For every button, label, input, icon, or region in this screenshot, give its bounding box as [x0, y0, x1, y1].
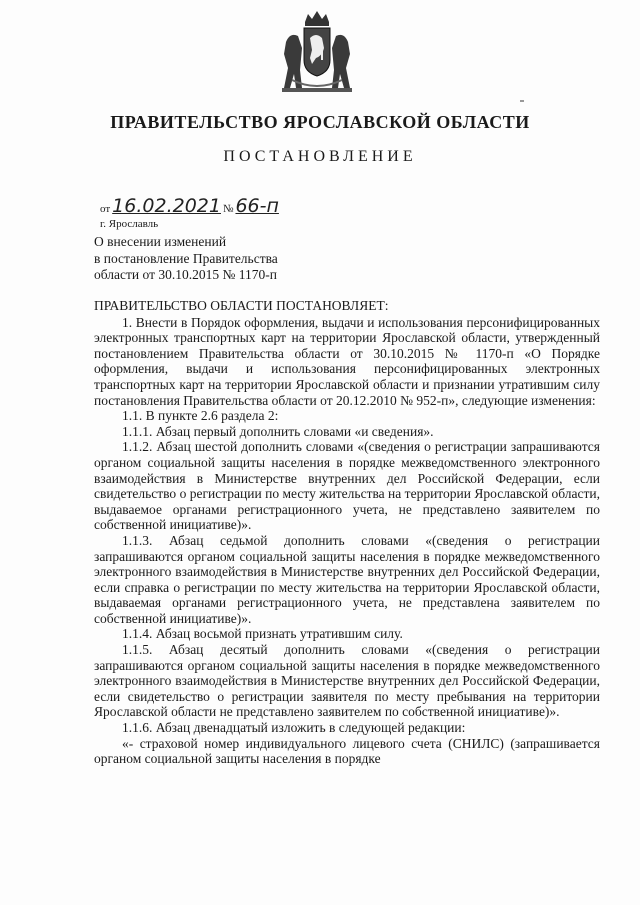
body-heading: ПРАВИТЕЛЬСТВО ОБЛАСТИ ПОСТАНОВЛЯЕТ: [94, 298, 389, 313]
body-paragraph: 1.1.4. Абзац восьмой признать утратившим силу. [122, 626, 403, 642]
document-body [94, 298, 600, 767]
body-paragraph: 1.1.5. Абзац десятый дополнить словами «(сведения о регистрации запрашиваются органом социальной защиты населения в порядке межведомственного электронного взаимодействия в Министерстве внутренних дел Российской Федерации, если свидетельство о регистрации заявителя по месту пребывания на территории Ярославской области не представлено заявителем по собственной инициативе)». [94, 642, 600, 720]
handwritten-date: 16.02.2021 [112, 195, 221, 217]
subject-line: О внесении изменений [94, 234, 227, 249]
date-prefix: от [100, 203, 111, 215]
body-paragraph: 1.1.2. Абзац шестой дополнить словами «(сведения о регистрации запрашиваются органом социальной защиты населения в порядке межведомственного электронного взаимодействия в Министерстве внутренних дел Российской Федерации, если свидетельство о регистрации по месту жительства на территории Ярославской области, выдаваемое органами регистрационного учета, не представлено заявителем по собственной инициативе)». [94, 439, 600, 533]
scan-mark [520, 100, 524, 102]
city-label: г. Ярославль [100, 218, 159, 230]
number-prefix: № [222, 203, 234, 215]
coat-of-arms-icon [272, 8, 362, 98]
document-type: ПОСТАНОВЛЕНИЕ [223, 148, 417, 165]
body-paragraph: «- страховой номер индивидуального лицевого счета (СНИЛС) (запрашивается органом социальной защиты населения в порядке [94, 735, 600, 767]
handwritten-number: 66-п [235, 195, 279, 217]
body-paragraph: 1.1.3. Абзац седьмой дополнить словами «(сведения о регистрации запрашиваются органом социальной защиты населения в порядке межведомственного электронного взаимодействия в Министерстве внутренних дел Российской Федерации, если справка о регистрации по месту жительства на территории Ярославской области, выдаваемая органами регистрационного учета, не представлена заявителем по собственной инициативе)». [94, 532, 600, 626]
subject-line: в постановление Правительства [94, 250, 278, 266]
date-number-line [100, 195, 281, 217]
body-paragraph: 1. Внести в Порядок оформления, выдачи и использования персонифицированных электронных транспортных карт на территории Ярославской области, утвержденный постановлением Правительства области от 30.10.2015 № 1170-п «О Порядке оформления, выдачи и использования персонифицированных электронных транспортных карт на территории Ярославской области и признании утратившим силу постановления Правительства области от 20.12.2010 № 952-п», следующие изменения: [94, 314, 600, 408]
body-paragraph: 1.1.1. Абзац первый дополнить словами «и сведения». [122, 423, 434, 439]
body-paragraph: 1.1. В пункте 2.6 раздела 2: [122, 408, 279, 424]
subject-block [94, 234, 278, 284]
government-title: ПРАВИТЕЛЬСТВО ЯРОСЛАВСКОЙ ОБЛАСТИ [110, 112, 530, 132]
body-paragraph: 1.1.6. Абзац двенадцатый изложить в следующей редакции: [122, 720, 466, 736]
subject-line: области от 30.10.2015 № 1170-п [94, 267, 277, 282]
